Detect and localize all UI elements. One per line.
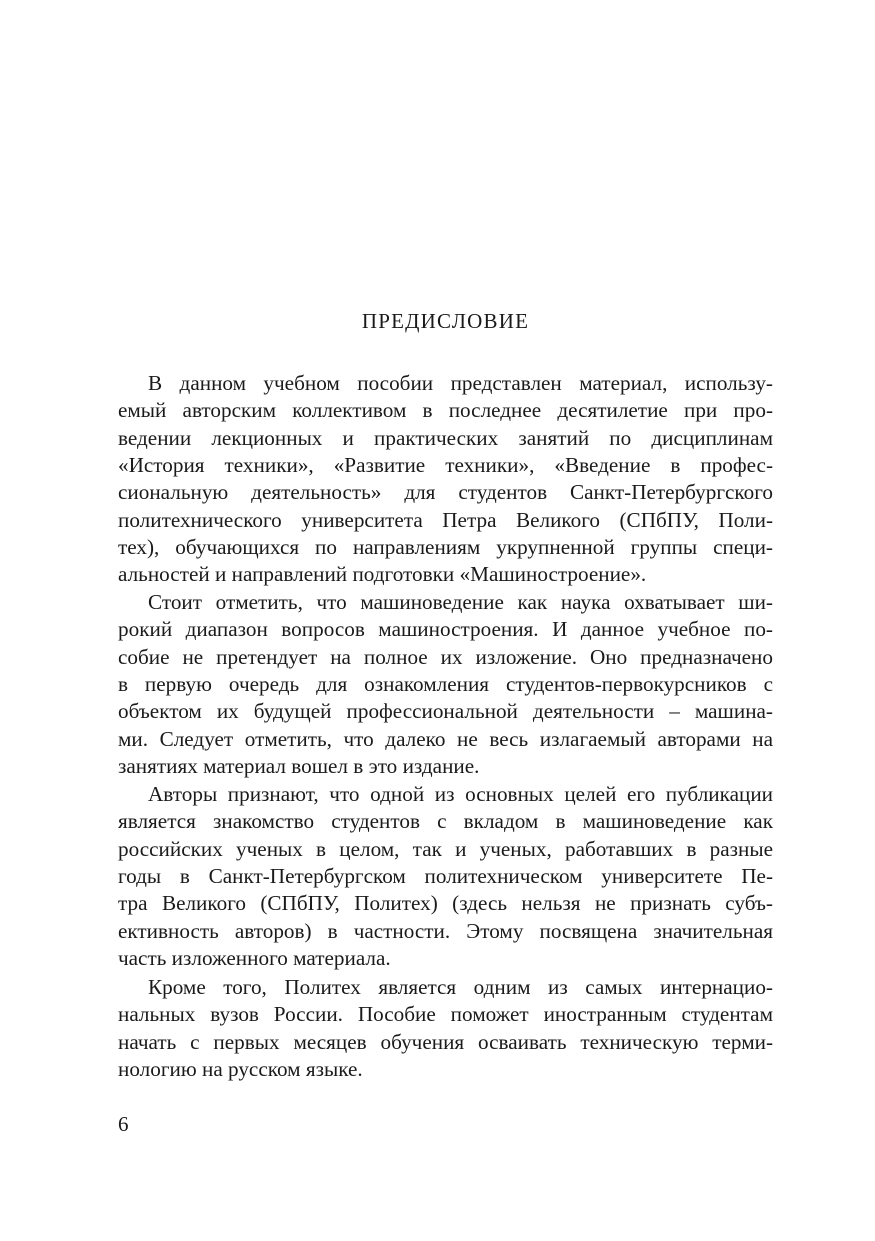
paragraph-2 [118,589,773,780]
text-line: часть изложенного материала. [118,946,391,971]
text-line: Кроме того, Политех является одним из самых интернацио- [148,975,773,999]
text-line: тра Великого (СПбПУ, Политех) (здесь нельзя не признать субъ- [118,891,773,916]
text-line: тех), обучающихся по направлениям укрупненной группы специ- [118,535,773,560]
text-line: нологию на русском языке. [118,1057,363,1082]
text-line: «История техники», «Развитие техники», «Введение в профес- [118,453,773,478]
page-number: 6 [118,1112,129,1136]
paragraph-4 [118,974,773,1083]
text-line: собие не претендует на полное их изложение. Оно предназначено [118,644,773,669]
text-line: В данном учебном пособии представлен материал, использу- [148,371,773,395]
text-line: начать с первых месяцев обучения осваивать техническую терми- [118,1029,773,1054]
text-line: политехнического университета Петра Великого (СПбПУ, Поли- [118,507,773,532]
text-line: рокий диапазон вопросов машиностроения. И данное учебное по- [118,617,773,642]
text-line: в первую очередь для ознакомления студентов-первокурсников с [118,672,773,697]
text-line: российских ученых в целом, так и ученых, работавших в разные [118,836,773,861]
text-line: Авторы признают, что одной из основных целей его публикации [148,782,773,806]
paragraph-1 [118,370,773,589]
text-line: годы в Санкт-Петербургском политехническом университете Пе- [118,864,773,889]
page-title: ПРЕДИСЛОВИЕ [361,309,530,333]
paragraph-3 [118,781,773,972]
text-line: Стоит отметить, что машиноведение как наука охватывает ши- [148,590,773,614]
text-line: объектом их будущей профессиональной деятельности – машина- [118,699,773,724]
text-line: нальных вузов России. Пособие поможет иностранным студентам [118,1002,773,1027]
text-line: ективность авторов) в частности. Этому посвящена значительная [118,918,773,943]
text-line: сиональную деятельность» для студентов Санкт-Петербургского [118,480,773,505]
text-line: является знакомство студентов с вкладом в машиноведение как [118,809,773,834]
text-line: ми. Следует отметить, что далеко не весь излагаемый авторами на [118,726,773,751]
text-line: ведении лекционных и практических занятий по дисциплинам [118,425,773,450]
text-line: емый авторским коллективом в последнее десятилетие при про- [118,398,773,423]
text-line: альностей и направлений подготовки «Машиностроение». [118,562,647,587]
book-page [118,0,773,1241]
text-line: занятиях материал вошел в это издание. [118,754,480,779]
